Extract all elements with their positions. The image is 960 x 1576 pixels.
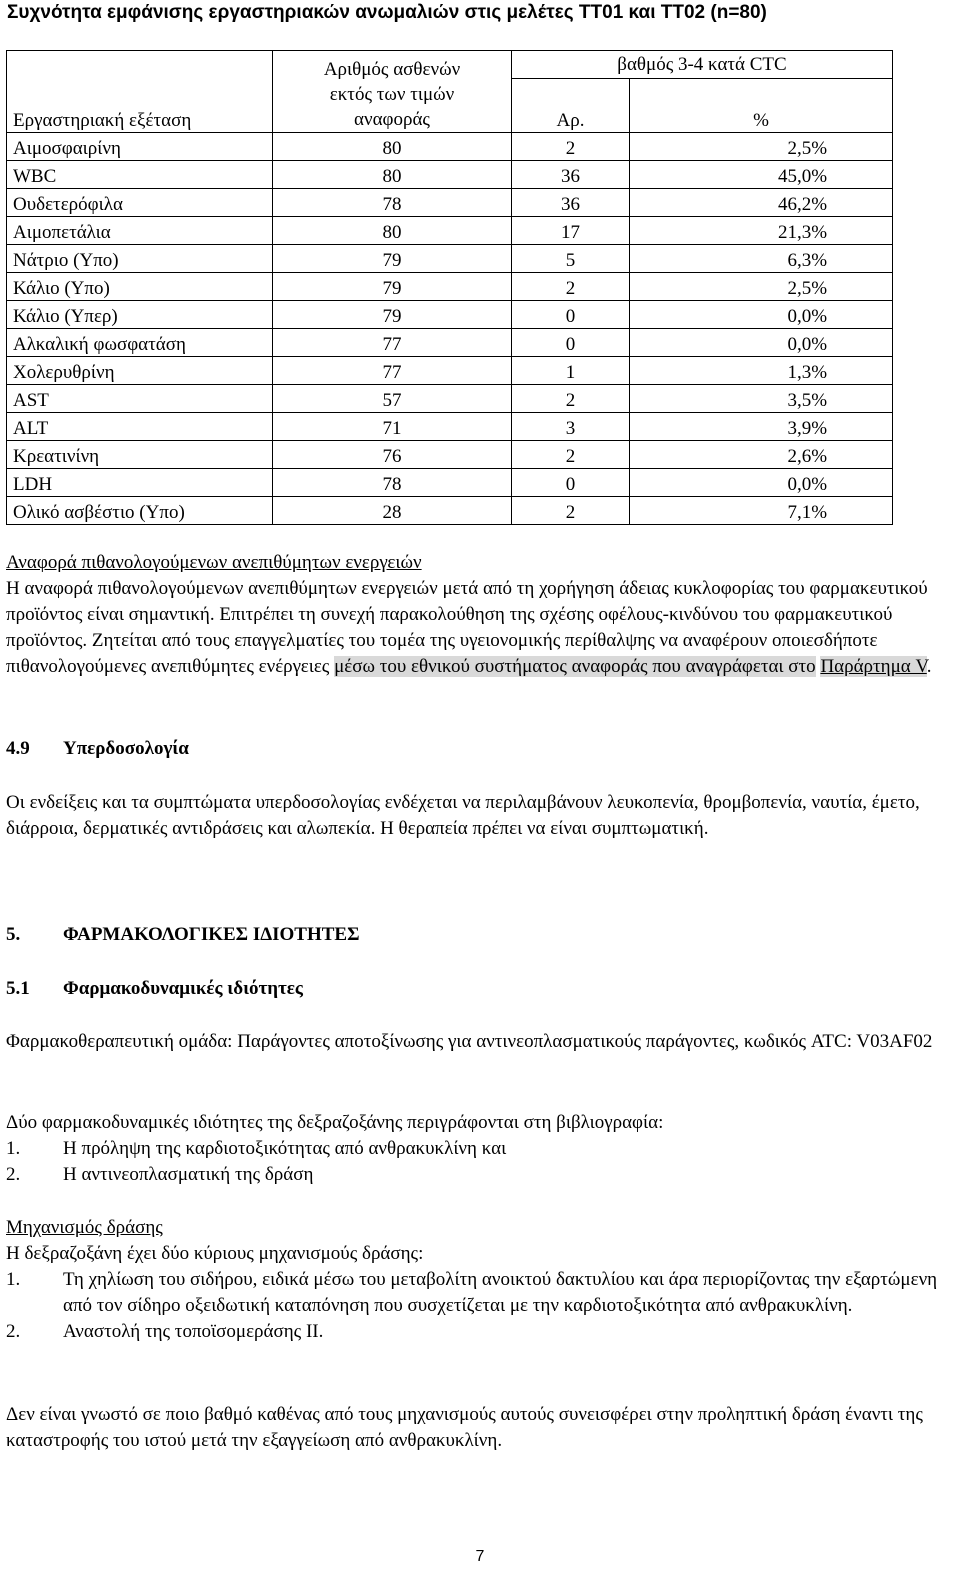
count-cell: 0	[512, 329, 630, 357]
properties-intro: Δύο φαρμακοδυναμικές ιδιότητες της δεξραζοξάνης περιγράφονται στη βιβλιογραφία:	[6, 1112, 664, 1133]
overdose-text: Οι ενδείξεις και τα συμπτώματα υπερδοσολογίας ενδέχεται να περιλαμβάνουν λευκοπενία, θρομβοπενία, ναυτία, έμετο, διάρροια, δερματικές αντιδράσεις και αλωπεκία. Η θεραπεία πρέπει να είναι συμπτωματική.	[6, 792, 920, 839]
count-cell: 2	[512, 441, 630, 469]
exam-cell: Χολερυθρίνη	[7, 357, 273, 385]
mechanism-title: Μηχανισμός δράσης	[6, 1217, 163, 1238]
mechanism-intro: Η δεξραζοξάνη έχει δύο κύριους μηχανισμούς δράσης:	[6, 1243, 424, 1264]
table-row	[7, 329, 893, 357]
patients-cell: 79	[273, 301, 512, 329]
exam-cell: Κάλιο (Υπερ)	[7, 301, 273, 329]
table-caption: Συχνότητα εμφάνισης εργαστηριακών ανωμαλιών στις μελέτες TT01 και TT02 (n=80)	[7, 2, 767, 23]
section5-heading: 5. ΦΑΡΜΑΚΟΛΟΓΙΚΕΣ ΙΔΙΟΤΗΤΕΣ	[6, 924, 360, 945]
patients-cell: 77	[273, 329, 512, 357]
table-row	[7, 273, 893, 301]
patients-cell: 79	[273, 245, 512, 273]
properties-block	[6, 1110, 952, 1188]
pct-cell: 45,0%	[630, 161, 893, 189]
exam-cell: AST	[7, 385, 273, 413]
exam-cell: LDH	[7, 469, 273, 497]
patients-cell: 71	[273, 413, 512, 441]
exam-cell: Κάλιο (Υπο)	[7, 273, 273, 301]
count-cell: 1	[512, 357, 630, 385]
closing-paragraph: Δεν είναι γνωστό σε ποιο βαθμό καθένας από τους μηχανισμούς αυτούς συνεισφέρει στην προληπτική δράση έναντι της καταστροφής του ιστού μετά την εξαγγείωση από ανθρακυκλίνη.	[6, 1404, 923, 1451]
table-row	[7, 161, 893, 189]
count-cell: 36	[512, 161, 630, 189]
count-cell: 3	[512, 413, 630, 441]
patients-cell: 80	[273, 217, 512, 245]
table-row	[7, 385, 893, 413]
page-number: 7	[475, 1548, 485, 1565]
adr-title: Αναφορά πιθανολογούμενων ανεπιθύμητων ενεργειών	[6, 552, 422, 573]
mechanism-item: 1. Τη χηλίωση του σιδήρου, ειδικά μέσω του μεταβολίτη ανοικτού δακτυλίου και άρα περιορίζοντας την εξαρτώμενη από τον σίδηρο οξειδωτική καταπόνηση που συσχετίζεται με την καρδιοτοξικότητα από ανθρακυκλίνη.	[6, 1269, 938, 1316]
count-cell: 17	[512, 217, 630, 245]
table-row	[7, 133, 893, 161]
pct-cell: 2,6%	[630, 441, 893, 469]
count-cell: 0	[512, 469, 630, 497]
exam-cell: Ουδετερόφιλα	[7, 189, 273, 217]
header-count: Αρ.	[512, 79, 630, 133]
exam-cell: WBC	[7, 161, 273, 189]
header-grade: βαθμός 3-4 κατά CTC	[512, 51, 893, 79]
exam-cell: Κρεατινίνη	[7, 441, 273, 469]
exam-cell: ALT	[7, 413, 273, 441]
patients-cell: 78	[273, 189, 512, 217]
table-row	[7, 301, 893, 329]
count-cell: 2	[512, 273, 630, 301]
mechanism-item: 2. Αναστολή της τοποϊσομεράσης II.	[6, 1321, 324, 1342]
table-row	[7, 469, 893, 497]
adr-section	[6, 550, 952, 680]
property-item: 1. Η πρόληψη της καρδιοτοξικότητας από ανθρακυκλίνη και	[6, 1138, 507, 1159]
section51-heading: 5.1 Φαρμακοδυναμικές ιδιότητες	[6, 978, 303, 999]
table-row	[7, 497, 893, 525]
exam-cell: Αιμοπετάλια	[7, 217, 273, 245]
exam-cell: Ολικό ασβέστιο (Υπο)	[7, 497, 273, 525]
table-row	[7, 441, 893, 469]
count-cell: 36	[512, 189, 630, 217]
pct-cell: 0,0%	[630, 301, 893, 329]
table-row	[7, 189, 893, 217]
exam-cell: Αλκαλική φωσφατάση	[7, 329, 273, 357]
pct-cell: 3,5%	[630, 385, 893, 413]
adr-text: Η αναφορά πιθανολογούμενων ανεπιθύμητων ενεργειών μετά από τη χορήγηση άδειας κυκλοφορίας του φαρμακευτικού προϊόντος είναι σημαντική. Επιτρέπει τη συνεχή παρακολούθηση της σχέσης οφέλους-κινδύνου του φαρμακευτικού προϊόντος. Ζητείται από τους επαγγελματίες του τομέα της υγειονομικής περίθαλψης να αναφέρουν οποιεσδήποτε πιθανολογούμενες ανεπιθύμητες ενέργειες μέσω του εθνικού συστήματος αναφοράς που αναγράφεται στο Παράρτημα V.	[6, 578, 932, 677]
header-exam: Εργαστηριακή εξέταση	[7, 51, 273, 133]
pct-cell: 6,3%	[630, 245, 893, 273]
pct-cell: 21,3%	[630, 217, 893, 245]
table-row	[7, 245, 893, 273]
pct-cell: 46,2%	[630, 189, 893, 217]
pct-cell: 1,3%	[630, 357, 893, 385]
patients-cell: 79	[273, 273, 512, 301]
patients-cell: 28	[273, 497, 512, 525]
overdose-heading: 4.9 Υπερδοσολογία	[6, 738, 189, 759]
count-cell: 2	[512, 385, 630, 413]
count-cell: 2	[512, 497, 630, 525]
table-row	[7, 217, 893, 245]
count-cell: 5	[512, 245, 630, 273]
annex-v-link[interactable]: Παράρτημα V	[820, 656, 927, 677]
patients-cell: 80	[273, 161, 512, 189]
pct-cell: 0,0%	[630, 469, 893, 497]
patients-cell: 77	[273, 357, 512, 385]
pharmacotherapeutic-group: Φαρμακοθεραπευτική ομάδα: Παράγοντες αποτοξίνωσης για αντινεοπλασματικούς παράγοντες, κωδικός ATC: V03AF02	[6, 1031, 933, 1052]
pct-cell: 7,1%	[630, 497, 893, 525]
patients-cell: 57	[273, 385, 512, 413]
patients-cell: 76	[273, 441, 512, 469]
header-patients: Αριθμός ασθενών εκτός των τιμών αναφοράς	[273, 51, 512, 133]
pct-cell: 3,9%	[630, 413, 893, 441]
exam-cell: Αιμοσφαιρίνη	[7, 133, 273, 161]
mechanism-block	[6, 1215, 952, 1345]
header-pct: %	[630, 79, 893, 133]
table-row	[7, 357, 893, 385]
table-row	[7, 413, 893, 441]
patients-cell: 78	[273, 469, 512, 497]
lab-abnormalities-table	[6, 50, 893, 525]
patients-cell: 80	[273, 133, 512, 161]
property-item: 2. Η αντινεοπλασματική της δράση	[6, 1164, 314, 1185]
pct-cell: 2,5%	[630, 273, 893, 301]
count-cell: 0	[512, 301, 630, 329]
exam-cell: Νάτριο (Υπο)	[7, 245, 273, 273]
count-cell: 2	[512, 133, 630, 161]
pct-cell: 2,5%	[630, 133, 893, 161]
adr-highlight: μέσω του εθνικού συστήματος αναφοράς που αναγράφεται στο	[334, 656, 816, 677]
pct-cell: 0,0%	[630, 329, 893, 357]
